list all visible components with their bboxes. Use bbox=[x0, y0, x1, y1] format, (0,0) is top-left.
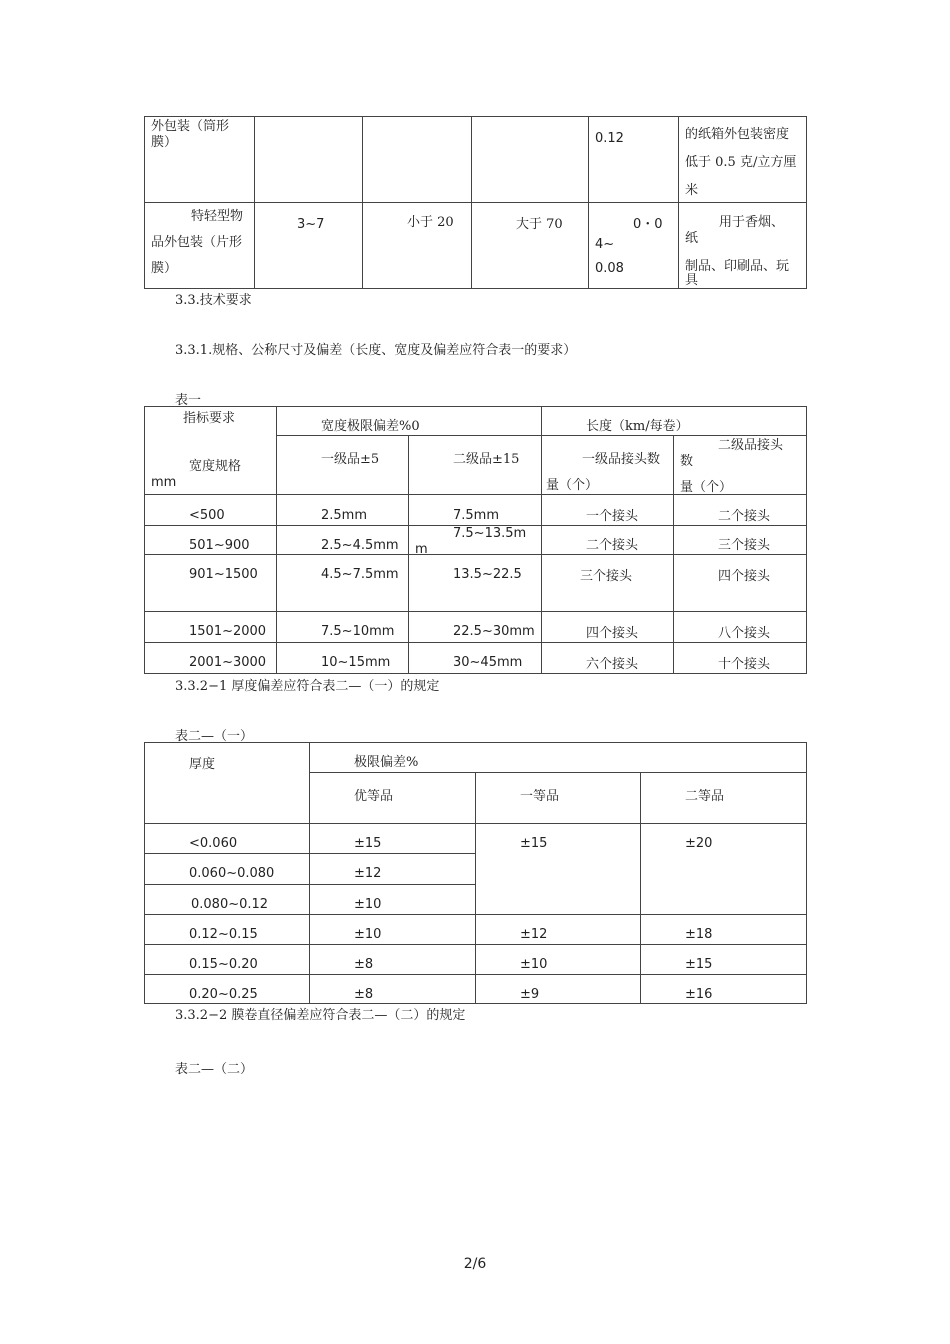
top-spec-table bbox=[144, 116, 807, 289]
table-row: 0.20~0.25 ±8 ±9 ±16 bbox=[145, 975, 807, 1004]
top-row1-empty-2 bbox=[255, 117, 363, 203]
top-row1-empty-3 bbox=[363, 117, 472, 203]
top-row2-c3-cell: 小于 20 bbox=[363, 203, 472, 289]
top-row1-empty-4 bbox=[472, 117, 589, 203]
table2-header-limit: 极限偏差% bbox=[310, 743, 807, 773]
table2-header-thickness: 厚度 bbox=[145, 743, 310, 824]
table-row: <500 2.5mm 7.5mm 一个接头 二个接头 bbox=[145, 495, 807, 526]
top-row2-use-cell: 特轻型物 品外包装（片形 膜） bbox=[145, 203, 255, 289]
top-row1-note-cell: 的纸箱外包装密度 低于 0.5 克/立方厘 米 bbox=[679, 117, 807, 203]
section-heading-3-3-2-1: 3.3.2−1 厚度偏差应符合表二—（一）的规定 bbox=[175, 679, 440, 694]
table2-header-excellent: 优等品 bbox=[310, 773, 476, 824]
table2-header-first: 一等品 bbox=[476, 773, 641, 824]
table-row: 901~1500 4.5~7.5mm 13.5~22.5 三个接头 四个接头 bbox=[145, 555, 807, 612]
table2-thickness-deviation bbox=[144, 742, 807, 1004]
table2-merged-second: ±20 bbox=[641, 824, 807, 915]
top-row1-use-cell: 外包装（筒形 膜） bbox=[145, 117, 255, 203]
table1-header-spec: 指标要求 宽度规格 mm bbox=[145, 407, 277, 495]
section-heading-3-3-2-2: 3.3.2−2 膜卷直径偏差应符合表二—（二）的规定 bbox=[175, 1008, 466, 1023]
top-row2-density-cell: 0・0 4~ 0.08 bbox=[589, 203, 679, 289]
table-row: 0.12~0.15 ±10 ±12 ±18 bbox=[145, 915, 807, 945]
table1-header-length: 长度（km/每卷） bbox=[542, 407, 807, 436]
top-row1-density-cell: 0.12 bbox=[589, 117, 679, 203]
table-row: 0.060~0.080 ±12 bbox=[145, 854, 807, 884]
table2-caption: 表二—（一） bbox=[175, 729, 254, 744]
page-number: 2/6 bbox=[463, 1256, 487, 1272]
table1-caption: 表一 bbox=[175, 393, 202, 408]
table-row: 2001~3000 10~15mm 30~45mm 六个接头 十个接头 bbox=[145, 643, 807, 674]
table-row: 0.080~0.12 ±10 bbox=[145, 884, 807, 914]
table1-header-grade2: 二级品±15 bbox=[409, 436, 542, 495]
table1-width-length bbox=[144, 406, 807, 674]
table2-merged-first: ±15 bbox=[476, 824, 641, 915]
section-heading-3-3: 3.3.技术要求 bbox=[175, 293, 252, 308]
section-heading-3-3-1: 3.3.1.规格、公称尺寸及偏差（长度、宽度及偏差应符合表一的要求） bbox=[175, 343, 577, 358]
top-row2-thickness-cell: 3~7 bbox=[255, 203, 363, 289]
top-row2-note-cell: 用于香烟、 纸 制品、印刷品、玩 具 bbox=[679, 203, 807, 289]
table1-header-grade1: 一级品±5 bbox=[277, 436, 409, 495]
table-row: 501~900 2.5~4.5mm 7.5~13.5m m 二个接头 三个接头 bbox=[145, 526, 807, 555]
table2-header-second: 二等品 bbox=[641, 773, 807, 824]
table-row: 0.15~0.20 ±8 ±10 ±15 bbox=[145, 945, 807, 975]
table1-header-joints2: 二级品接头 数 量（个） bbox=[674, 436, 807, 495]
table-row: 1501~2000 7.5~10mm 22.5~30mm 四个接头 八个接头 bbox=[145, 612, 807, 643]
table1-header-width-deviation: 宽度极限偏差%0 bbox=[277, 407, 542, 436]
table3-caption: 表二—（二） bbox=[175, 1062, 254, 1077]
table-row: <0.060 ±15 ±15 ±20 bbox=[145, 824, 807, 854]
top-row2-c4-cell: 大于 70 bbox=[472, 203, 589, 289]
table1-header-joints1: 一级品接头数 量（个） bbox=[542, 436, 674, 495]
